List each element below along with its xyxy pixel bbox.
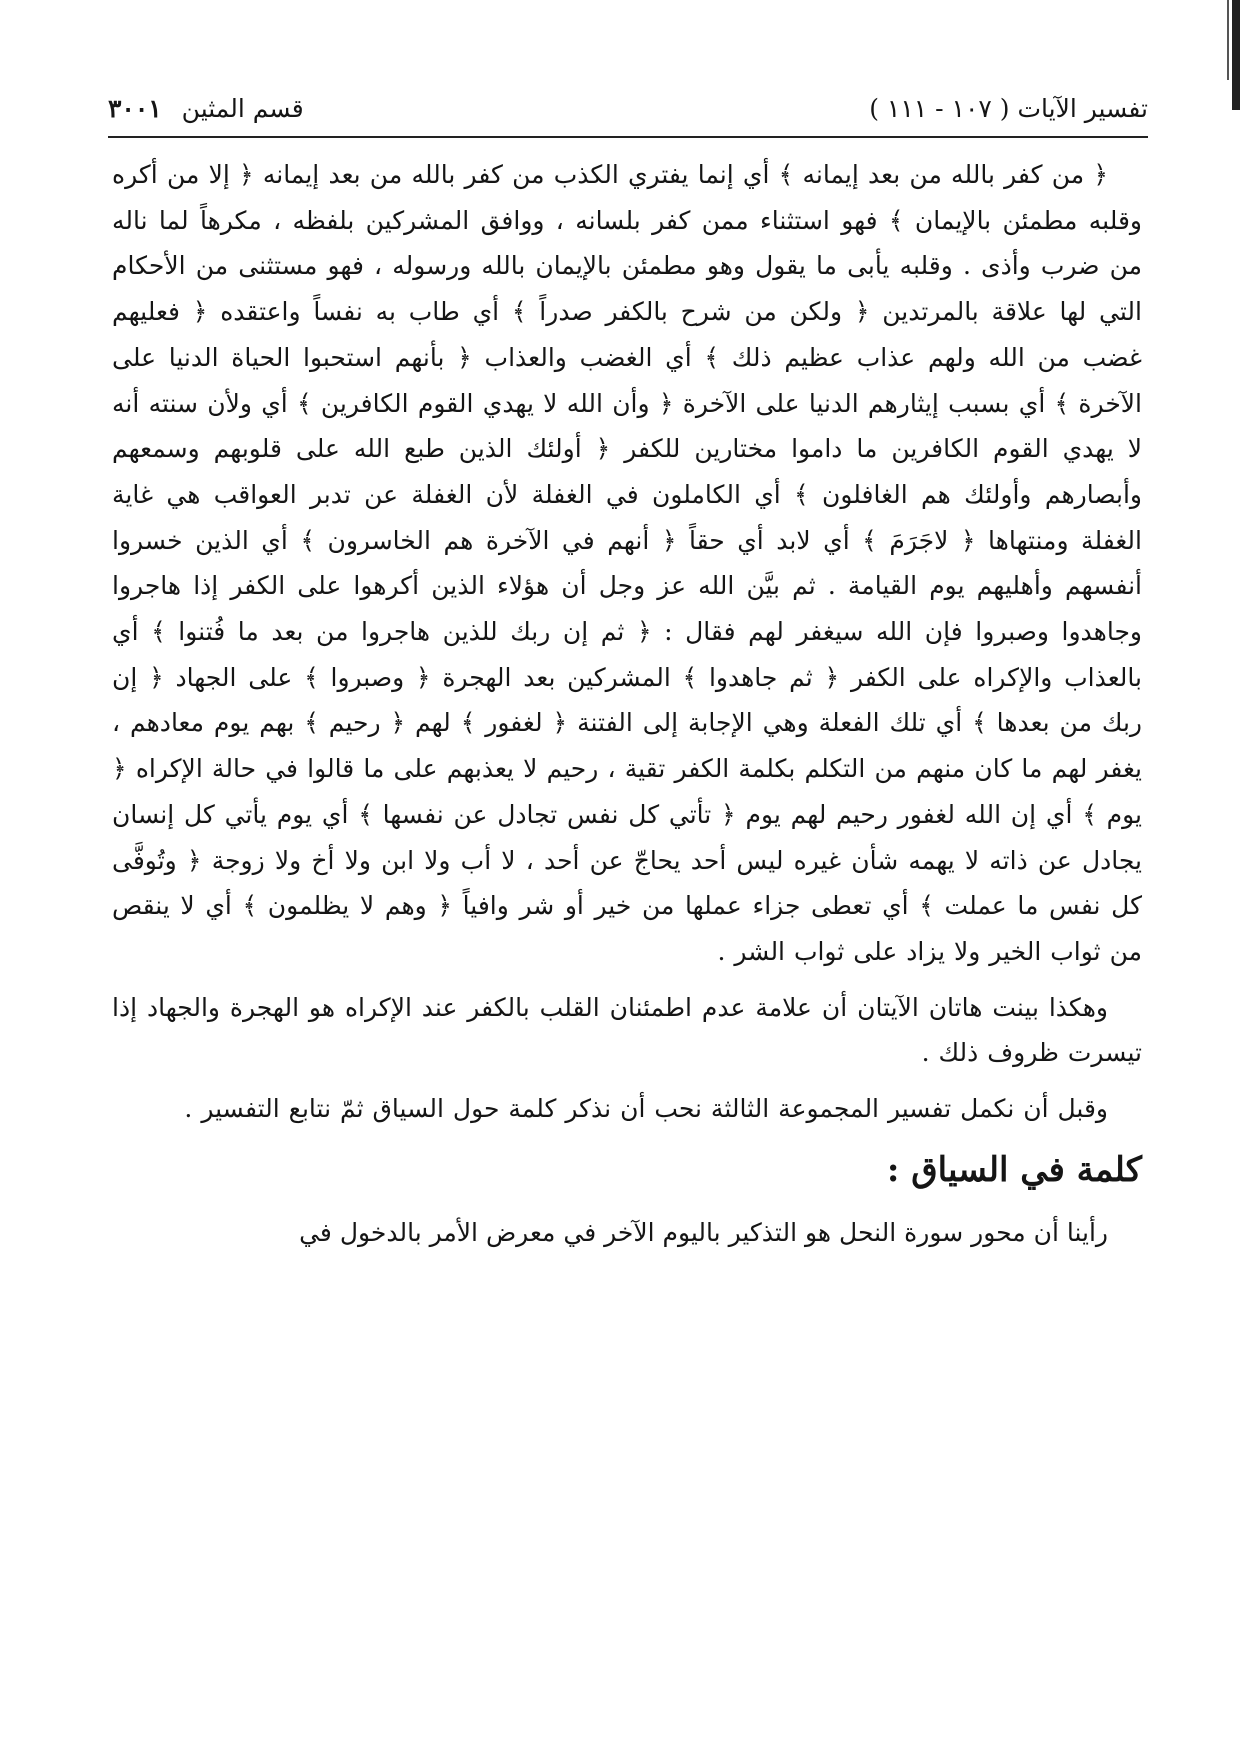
- chapter-heading: تفسير الآيات ( ١٠٧ - ١١١ ): [869, 94, 1148, 123]
- section-label: قسم المثين: [181, 94, 304, 123]
- paragraph-gap: [112, 975, 1142, 985]
- section-title: كلمة في السياق :: [886, 1149, 1142, 1190]
- tafsir-paragraph-2: وهكذا بينت هاتان الآيتان أن علامة عدم اطمئنان القلب بالكفر عند الإكراه هو الهجرة والجهاد إذا تيسرت ظروف ذلك .: [112, 992, 1142, 1068]
- tafsir-paragraph-1: ﴿ من كفر بالله من بعد إيمانه ﴾ أي إنما يفتري الكذب من كفر بالله من بعد إيمانه ﴿ إلا من أكره وقلبه مطمئن بالإيمان ﴾ فهو استثناء ممن كفر بلسانه ، ووافق المشركين بلفظه ، مكرهاً لما ناله من ضرب وأذى . وقلبه يأبى ما يقول وهو مطمئن بالإيمان بالله ورسوله ، فهو مستثنى من الأحكام التي لها علاقة بالمرتدين ﴿ ولكن من شرح بالكفر صدراً ﴾ أي طاب به نفساً واعتقده ﴿ فعليهم غضب من الله ولهم عذاب عظيم ذلك ﴾ أي الغضب والعذاب ﴿ بأنهم استحبوا الحياة الدنيا على الآخرة ﴾ أي بسبب إيثارهم الدنيا على الآخرة ﴿ وأن الله لا يهدي القوم الكافرين ﴾ أي ولأن سنته أنه لا يهدي القوم الكافرين ما داموا مختارين للكفر ﴿ أولئك الذين طبع الله على قلوبهم وسمعهم وأبصارهم وأولئك هم الغافلون ﴾ أي الكاملون في الغفلة لأن الغفلة عن تدبر العواقب هي غاية الغفلة ومنتهاها ﴿ لاجَرَمَ ﴾ أي لابد أي حقاً ﴿ أنهم في الآخرة هم الخاسرون ﴾ أي الذين خسروا أنفسهم وأهليهم يوم القيامة . ثم بيَّن الله عز وجل أن هؤلاء الذين أكرهوا على الكفر إذا هاجروا وجاهدوا وصبروا فإن الله سيغفر لهم فقال : ﴿ ثم إن ربك للذين هاجروا من بعد ما فُتنوا ﴾ أي بالعذاب والإكراه على الكفر ﴿ ثم جاهدوا ﴾ المشركين بعد الهجرة ﴿ وصبروا ﴾ على الجهاد ﴿ إن ربك من بعدها ﴾ أي تلك الفعلة وهي الإجابة إلى الفتنة ﴿ لغفور ﴾ لهم ﴿ رحيم ﴾ بهم يوم معادهم ، يغفر لهم ما كان منهم من التكلم بكلمة الكفر تقية ، رحيم لا يعذبهم على ما قالوا في حالة الإكراه ﴿ يوم ﴾ أي إن الله لغفور رحيم لهم يوم ﴿ تأتي كل نفس تجادل عن نفسها ﴾ أي يوم يأتي كل إنسان يجادل عن ذاته لا يهمه شأن غيره ليس أحد يحاجّ عن أحد ، لا أب ولا ابن ولا أخ ولا زوجة ﴿ وتُوفَّى كل نفس ما عملت ﴾ أي تعطى جزاء عملها من خير أو شر وافياً ﴿ وهم لا يظلمون ﴾ أي لا ينقص من ثواب الخير ولا يزاد على ثواب الشر .: [112, 160, 1142, 966]
- binding-edge-thin: [1227, 0, 1229, 80]
- page-header: [108, 92, 1148, 138]
- paragraph-gap: [112, 1076, 1142, 1086]
- tafsir-paragraph-3: وقبل أن نكمل تفسير المجموعة الثالثة نحب أن نذكر كلمة حول السياق ثمّ نتابع التفسير .: [184, 1094, 1108, 1124]
- section-and-page: [108, 92, 304, 126]
- page-number: ٣٠٠١: [108, 94, 162, 123]
- binding-edge: [1232, 0, 1240, 110]
- tafsir-paragraph-4: رأينا أن محور سورة النحل هو التذكير باليوم الآخر في معرض الأمر بالدخول في: [299, 1217, 1108, 1247]
- page-body: [112, 152, 1142, 1678]
